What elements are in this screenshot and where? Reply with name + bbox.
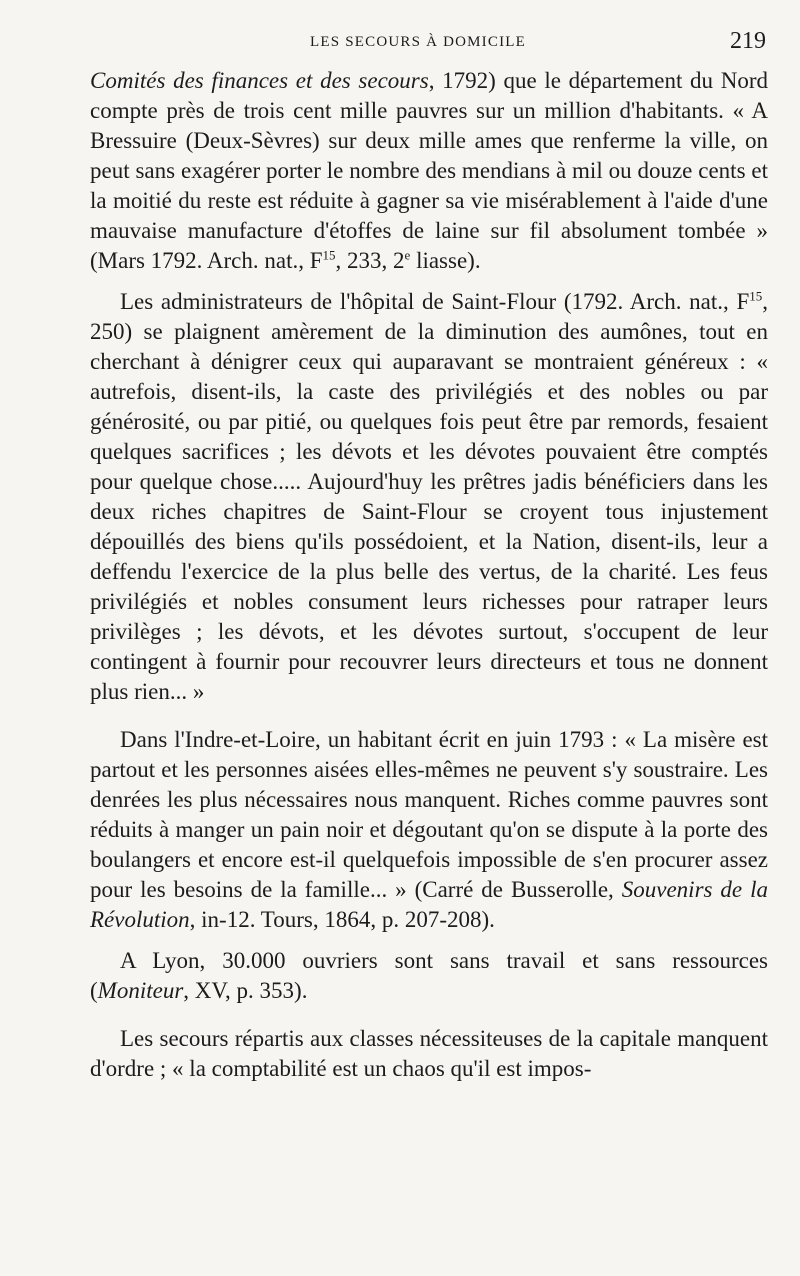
italic-source-title: Souvenirs de la Révolution [90,877,768,932]
paragraph-3-text: Dans l'Indre-et-Loire, un habitant écrit en juin 1793 : « La misère est partout et les personnes aisées elles-mêmes ne peuvent s'y soustraire. Les denrées les plus nécessaires nous manquent. Riches comme pauvres sont réduits à manger un pain noir et dégoutant qu'on se dispute à la porte des boulangers et encore est-il quelquefois impossible de s'en procurer assez pour les besoins de la famille... » (Carré de Busserolle, [90,727,768,902]
paragraph-3-text: , in-12. Tours, 1864, p. 207-208). [189,907,495,932]
paragraph-1 [90,66,768,276]
italic-source-title: Comités des finances et des secours [90,68,429,93]
body-text [90,66,768,1095]
paragraph-1-text: , 233, 2 [335,248,405,273]
paragraph-4-text: , XV, p. 353). [183,978,308,1003]
paragraph-2-text: Les administrateurs de l'hôpital de Saint-Flour (1792. Arch. nat., F [120,289,750,314]
page-number: 219 [730,28,766,54]
paragraph-2-text: , 250) se plaignent amèrement de la diminution des aumônes, tout en cherchant à dénigrer ceux qui auparavant se montraient généreux : « autrefois, disent-ils, la caste des privilégiés et des nobles ou par générosité, ou par pitié, ou quelques fois peut être par remords, fesaient quelques sacrifices ; les dévots et les dévotes pouvaient être comptés pour quelque chose..... Aujourd'huy les prêtres jadis bénéficiers dans les deux riches chapitres de Saint-Flour se croyent tous injustement dépouillés des biens qu'ils possédoient, et la Nation, disent-ils, leur a deffendu l'exercice de la plus belle des vertus, de la charité. Les feus privilégiés et nobles consument leurs richesses pour ratraper leurs privilèges ; les dévots, et les dévotes surtout, s'occupent de leur contingent à fournir pour recouvrer leurs directeurs et tous ne donnent plus rien... » [90,289,768,704]
paragraph-5-text: Les secours répartis aux classes nécessiteuses de la capitale manquent d'ordre ; « la comptabilité est un chaos qu'il est impos- [90,1026,768,1081]
paragraph-1-text: liasse). [410,248,481,273]
paragraph-5 [90,1024,768,1084]
paragraph-1-text: , 1792) que le département du Nord compte près de trois cent mille pauvres sur un million d'habitants. « A Bressuire (Deux-Sèvres) sur deux mille ames que renferme la ville, on peut sans exagérer porter le nombre des mendians à mil ou douze cents et la moitié du reste est réduite à gagner sa vie misérablement à l'aide d'une mauvaise manufacture d'étoffes de laine sur fil absolument tombée » (Mars 1792. Arch. nat., F [90,68,768,273]
superscript: e [404,247,411,263]
running-title: LES SECOURS À DOMICILE [310,34,526,50]
italic-source-title: Moniteur [97,978,184,1003]
paragraph-4-text: A Lyon, 30.000 ouvriers sont sans travail et sans ressources ( [90,948,768,1003]
running-header [0,28,800,60]
paragraph-3 [90,725,768,935]
superscript: 15 [749,288,763,304]
superscript: 15 [322,247,336,263]
paragraph-2 [90,287,768,707]
paragraph-4 [90,946,768,1006]
